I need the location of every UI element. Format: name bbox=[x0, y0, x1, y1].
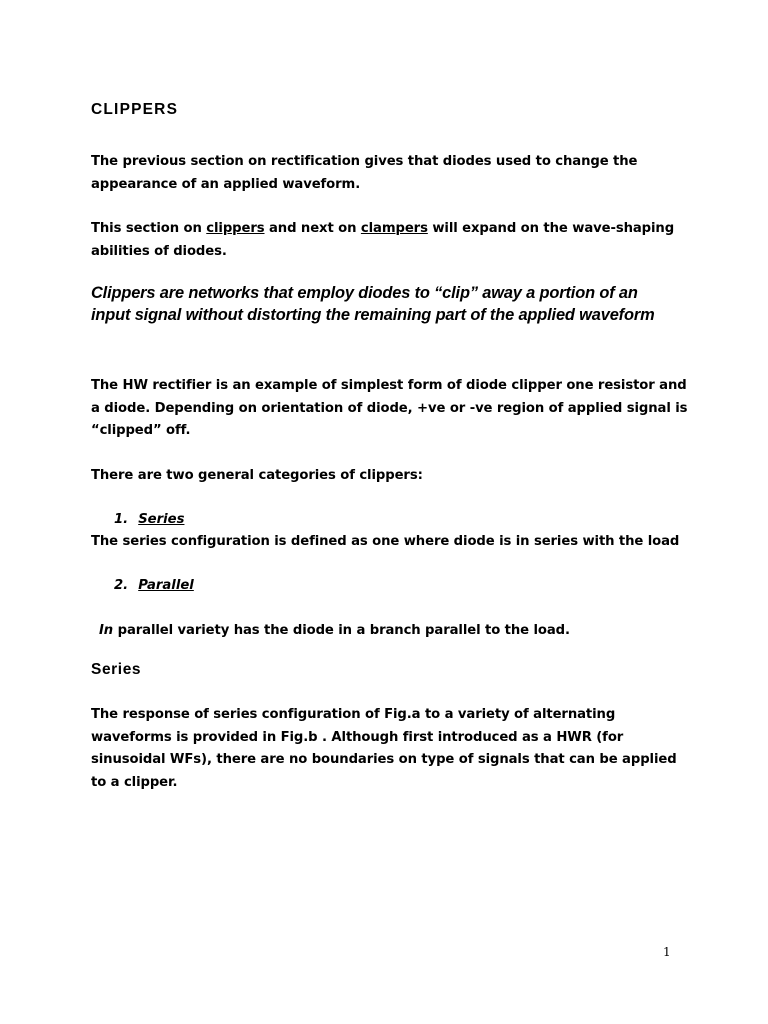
parallel-description bbox=[99, 620, 699, 643]
page-number: 1 bbox=[663, 945, 671, 959]
category-label: Series bbox=[138, 512, 185, 527]
page-title: CLIPPERS bbox=[91, 101, 179, 118]
category-number: 1. bbox=[114, 512, 129, 527]
scope-text-2: and next on bbox=[264, 221, 361, 236]
category-number: 2. bbox=[114, 578, 129, 593]
series-description: The series configuration is defined as one where diode is in series with the load bbox=[91, 534, 680, 549]
scope-text-3: will expand on the wave-shaping abilities of diodes. bbox=[91, 221, 675, 259]
clipper-definition: Clippers are networks that employ diodes to “clip” away a portion of an input signal without distorting the remaining part of the applied waveform bbox=[91, 284, 655, 324]
hw-rectifier-paragraph: The HW rectifier is an example of simplest form of diode clipper one resistor and a diode. Depending on orientation of diode, +ve or -ve region of applied signal is “clipped” off. bbox=[91, 378, 688, 438]
scope-paragraph bbox=[91, 218, 691, 263]
series-paragraph: The response of series configuration of Fig.a to a variety of alternating waveforms is provided in Fig.b . Although first introduced as a HWR (for sinusoidal WFs), there are no boundaries on type of signals that can be applied to a clipper. bbox=[91, 707, 677, 790]
category-item-parallel bbox=[114, 575, 194, 597]
category-label: Parallel bbox=[138, 578, 194, 593]
clippers-term: clippers bbox=[206, 221, 265, 236]
clampers-term: clampers bbox=[360, 221, 428, 236]
category-item-series bbox=[114, 509, 184, 531]
intro-paragraph: The previous section on rectification gives that diodes used to change the appearance of an applied waveform. bbox=[91, 154, 638, 192]
categories-intro: There are two general categories of clippers: bbox=[91, 468, 423, 483]
parallel-lead-word: In bbox=[99, 623, 114, 638]
parallel-text: parallel variety has the diode in a branch parallel to the load. bbox=[113, 623, 570, 638]
scope-text-1: This section on bbox=[91, 221, 207, 236]
series-heading: Series bbox=[91, 661, 142, 678]
